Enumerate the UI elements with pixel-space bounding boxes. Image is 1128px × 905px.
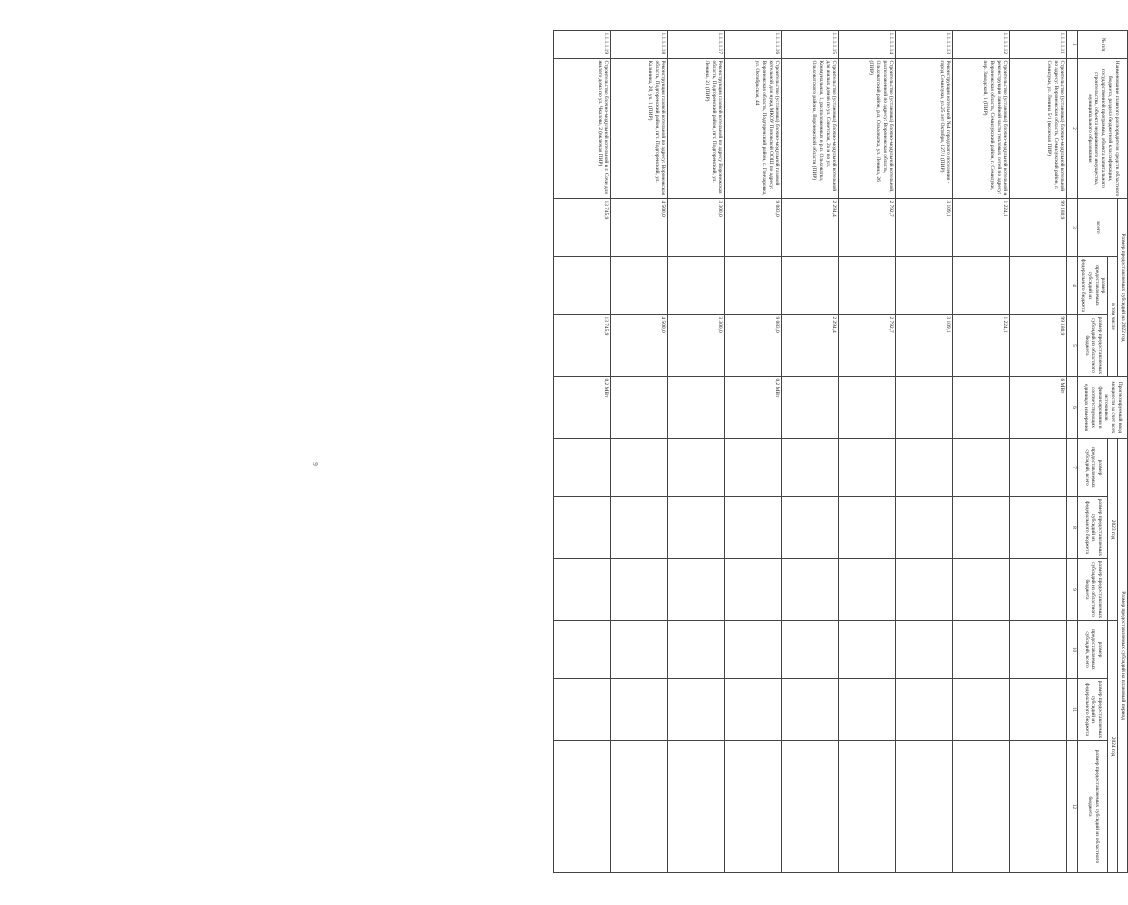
header-year-2024: 2024 год [1108,621,1118,873]
page-number: 9 [311,462,319,466]
row-name: Строительство (установка) блочно-модульной котельной и реконструкция линейной части тепловых сетей по адресу: Воронежская область, Семилукский район, г. Семилуки, пер. Заводской, 1 (ПИР) [953,59,1010,199]
row-number: 1.1.1.1.14 [839,31,896,59]
row-total-2022: 4 500,0 [611,199,668,257]
table-row [725,31,782,873]
row-reg-2022: 99 180,9 [1010,315,1067,377]
row-total-2023 [896,439,953,497]
row-fed-2024 [554,679,611,741]
header-name: Наименование главного распорядителя средств областного бюджета, раздела бюджетной классификации, государственной программы, объекта капитального строительства, объекта недвижимого имущества, муниципального образования [1078,59,1128,199]
row-total-2022: 3 109,1 [896,199,953,257]
row-reg-2022: 3 109,1 [896,315,953,377]
table-row [668,31,725,873]
row-fed-2022 [953,257,1010,315]
row-reg-2022: 2 294,4 [782,315,839,377]
row-fed-2022 [896,257,953,315]
row-fed-2024 [896,679,953,741]
row-total-2022: 13 745,9 [554,199,611,257]
row-fed-2022 [725,257,782,315]
row-fed-2023 [668,497,725,559]
row-fed-2022 [611,257,668,315]
row-total-2023 [668,439,725,497]
table-row [896,31,953,873]
row-fed-2024 [839,679,896,741]
row-fed-2024 [782,679,839,741]
row-name: Строительство (установка) блочно-модульной котельной, расположенной по адресу: Воронежская область, Ольховатский район, р.п. Ольховатка, ул. Ленина, 26 (ПИР) [839,59,896,199]
row-capacity [839,377,896,439]
row-reg-2024 [839,741,896,873]
row-reg-2022: 9 083,0 [725,315,782,377]
row-fed-2023 [611,497,668,559]
header-fed-2022: размер предоставляемых субсидий из федерального бюджета [1078,257,1108,315]
table-row [611,31,668,873]
row-reg-2022: 1 224,1 [953,315,1010,377]
row-fed-2023 [1010,497,1067,559]
col-number: 1 [1067,31,1078,59]
row-reg-2023 [554,559,611,621]
row-fed-2024 [725,679,782,741]
row-capacity: 0,2 МВт [554,377,611,439]
row-total-2023 [839,439,896,497]
row-reg-2024 [668,741,725,873]
row-reg-2024 [725,741,782,873]
row-total-2023 [611,439,668,497]
header-reg-2022: размер предоставляемых субсидий из областного бюджета [1078,315,1108,377]
table-row [953,31,1010,873]
header-fed-2023: размер предоставляемых субсидий из федерального бюджета [1078,497,1108,559]
row-fed-2024 [668,679,725,741]
row-total-2022: 99 180,9 [1010,199,1067,257]
row-total-2022: 2 792,7 [839,199,896,257]
row-total-2023 [782,439,839,497]
column-number-row [1067,31,1078,873]
row-capacity [896,377,953,439]
col-number: 3 [1067,199,1078,257]
table-row [839,31,896,873]
header-subsidy-2022: Размер предоставляемых субсидий на 2022 год [1118,199,1128,377]
col-number: 2 [1067,59,1078,199]
header-reg-2024: размер предоставляемых субсидий из областного бюджета [1078,741,1108,873]
row-total-2022: 1 224,1 [953,199,1010,257]
row-reg-2023 [953,559,1010,621]
header-planning-period: Размер предоставляемых субсидий на плановый период [1118,439,1128,873]
col-number: 9 [1067,559,1078,621]
col-number: 10 [1067,621,1078,679]
col-number: 11 [1067,679,1078,741]
row-total-2024 [554,621,611,679]
row-reg-2024 [782,741,839,873]
header-year-2023: 2023 год [1108,439,1118,621]
row-fed-2023 [953,497,1010,559]
row-fed-2024 [953,679,1010,741]
row-fed-2023 [896,497,953,559]
row-total-2024 [953,621,1010,679]
row-capacity: 0,2 МВт [725,377,782,439]
row-number: 1.1.1.1.11 [1010,31,1067,59]
row-number: 1.1.1.1.13 [896,31,953,59]
row-total-2022: 3 300,0 [668,199,725,257]
row-number: 1.1.1.1.12 [953,31,1010,59]
row-number: 1.1.1.1.17 [668,31,725,59]
header-total-2023: размер предоставляемых субсидий, всего [1078,439,1108,497]
row-reg-2024 [611,741,668,873]
row-number: 1.1.1.1.19 [554,31,611,59]
row-reg-2024 [953,741,1010,873]
row-capacity [953,377,1010,439]
header-reg-2023: размер предоставляемых субсидий из областного бюджета [1078,559,1108,621]
rotated-table-container [596,30,1128,872]
row-number: 1.1.1.1.15 [782,31,839,59]
header-capacity: Прогнозируемый ввод мощности за счет всех источников финансирования в соответствующих единицах измерения [1078,377,1128,439]
table-row [554,31,611,873]
col-number: 6 [1067,377,1078,439]
row-fed-2022 [1010,257,1067,315]
subsidy-table [554,30,1128,873]
row-capacity [782,377,839,439]
row-name: Реконструкция котельной №4 городского поселения - город Семилуки, ул.25 лет Октября, 127/1 (ПИР) [896,59,953,199]
row-total-2024 [725,621,782,679]
header-num: № п/п [1078,31,1128,59]
row-reg-2023 [611,559,668,621]
row-reg-2022: 2 792,7 [839,315,896,377]
row-reg-2023 [725,559,782,621]
row-fed-2022 [782,257,839,315]
header-total-2022: всего [1078,199,1118,257]
row-capacity: 6 МВт [1010,377,1067,439]
row-total-2023 [953,439,1010,497]
row-reg-2022: 4 500,0 [611,315,668,377]
row-total-2024 [782,621,839,679]
col-number: 8 [1067,497,1078,559]
header-fed-2024: размер предоставляемых субсидий из федерального бюджета [1078,679,1108,741]
row-name: Строительство блочно-модульной котельной в г. Сочи для жилого дома по ул. Чкалова, 2 (включая ПИР) [554,59,611,199]
row-reg-2023 [1010,559,1067,621]
row-name: Строительство (установка) блочно-модульной котельной по адресу: Воронежская область, Семилукский район, г. Семилуки, ул. Ленина 5/1 (включая ПИР) [1010,59,1067,199]
row-fed-2022 [554,257,611,315]
row-fed-2022 [668,257,725,315]
row-reg-2024 [1010,741,1067,873]
row-reg-2023 [896,559,953,621]
row-capacity [668,377,725,439]
row-name: Реконструкция газовой котельной по адресу Воронежская область, Подгоренский район, пгт. Подгоренский, ул. Ленина, 21 (ПИР) [668,59,725,199]
table-row [782,31,839,873]
col-number: 12 [1067,741,1078,873]
row-total-2022: 9 083,0 [725,199,782,257]
row-capacity [611,377,668,439]
row-reg-2023 [668,559,725,621]
row-fed-2023 [554,497,611,559]
col-number: 7 [1067,439,1078,497]
row-total-2023 [1010,439,1067,497]
header-total-2024: размер предоставляемых субсидий, всего [1078,621,1108,679]
row-reg-2022: 3 300,0 [668,315,725,377]
row-number: 1.1.1.1.16 [725,31,782,59]
row-name: Реконструкция газовой котельной по адресу: Воронежская область, Подгоренский район, пгт. Подгоренский, ул. Калинина, 20, уч. 1 (ПИР) [611,59,668,199]
row-total-2024 [668,621,725,679]
row-reg-2024 [554,741,611,873]
row-fed-2023 [725,497,782,559]
row-total-2023 [554,439,611,497]
row-fed-2024 [611,679,668,741]
header-in-that-number: в том числе [1108,257,1118,377]
row-total-2022: 2 294,4 [782,199,839,257]
row-fed-2024 [1010,679,1067,741]
col-number: 5 [1067,315,1078,377]
row-fed-2023 [839,497,896,559]
row-name: Строительство (установка) блочно-модульной газовой котельной для нужд МКОУ Поповской ООШ по адресу: Воронежская область, Подгоренский район, с. Гончаровка, ул. Октябрьская, 44 [725,59,782,199]
row-reg-2024 [896,741,953,873]
row-total-2024 [1010,621,1067,679]
row-fed-2022 [839,257,896,315]
col-number: 4 [1067,257,1078,315]
row-reg-2023 [782,559,839,621]
row-reg-2022: 13 745,9 [554,315,611,377]
row-total-2023 [725,439,782,497]
row-reg-2023 [839,559,896,621]
row-fed-2023 [782,497,839,559]
row-name: Строительство (установка) блочно-модульной котельной для жилых домов по ул. Советская, 2а и по ул. Коммунальная, 1, расположенных в р.п. Ольховатка, Ольховатского района, Воронежской области (ПИР) [782,59,839,199]
row-total-2024 [611,621,668,679]
row-total-2024 [896,621,953,679]
row-number: 1.1.1.1.18 [611,31,668,59]
table-row [1010,31,1067,873]
row-total-2024 [839,621,896,679]
